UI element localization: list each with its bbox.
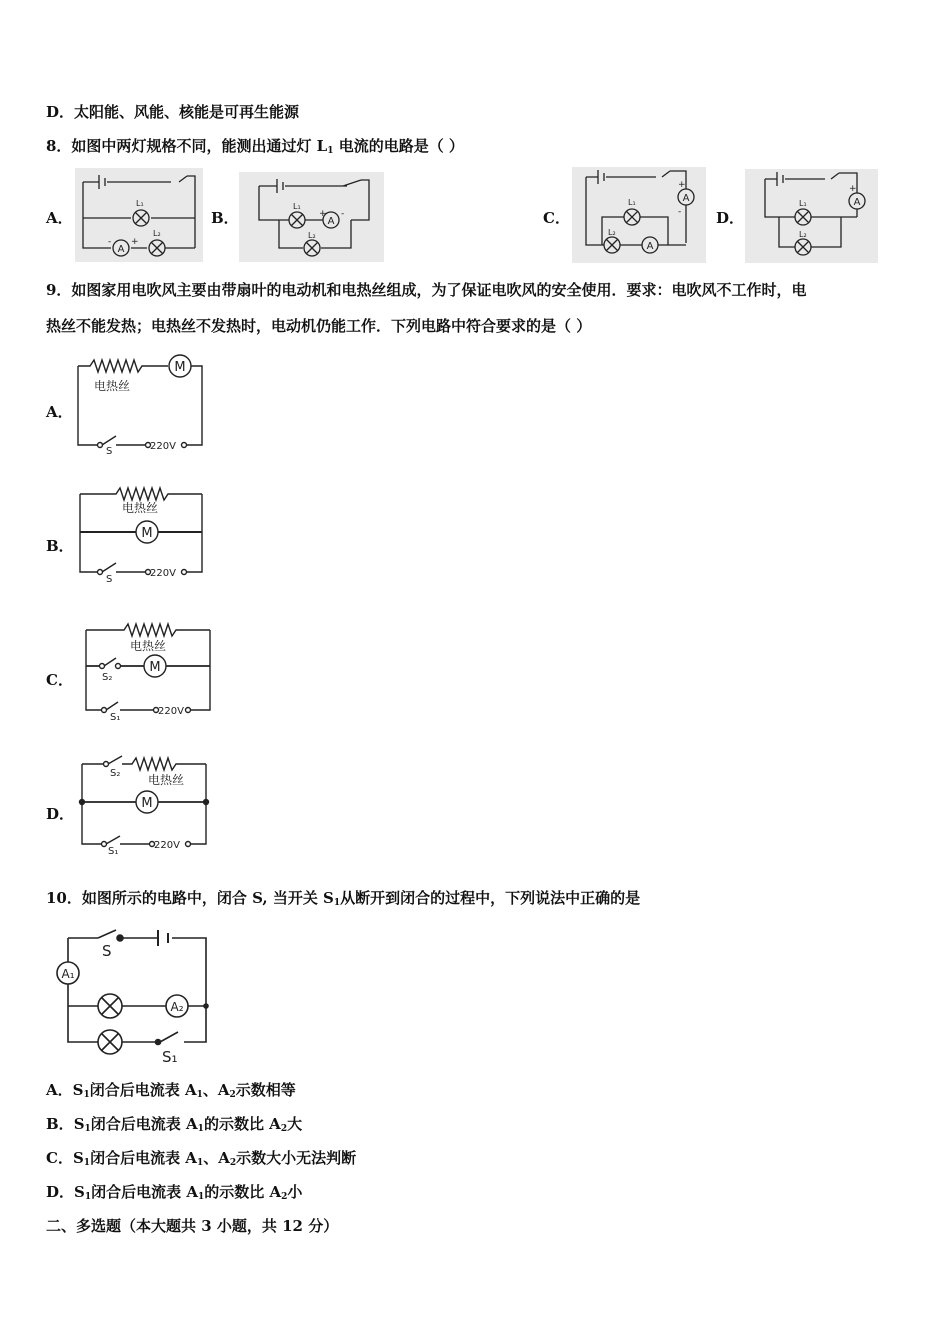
svg-text:L₂: L₂ — [153, 229, 161, 238]
q8-figure-d — [745, 169, 878, 263]
q10-option-d: D．$S_1$闭合后电流表 $A_1$的示数比 $A_2$小 — [46, 1183, 303, 1202]
svg-text:S: S — [102, 942, 112, 960]
q8-option-b-label: B． — [211, 209, 239, 227]
section-2-title: 二、多选题（本大题共 3 小题，共 12 分） — [46, 1217, 339, 1235]
q10-option-b: B．$S_1$闭合后电流表 $A_1$的示数比 $A_2$大 — [46, 1115, 303, 1134]
svg-text:A₁: A₁ — [61, 967, 75, 981]
svg-text:A: A — [853, 197, 861, 208]
q9-figure-c — [78, 618, 218, 722]
svg-text:L₁: L₁ — [136, 199, 144, 208]
svg-text:M: M — [141, 526, 153, 541]
svg-text:M: M — [149, 660, 161, 675]
svg-text:-: - — [108, 237, 112, 247]
svg-text:A₂: A₂ — [170, 1000, 184, 1014]
q7-option-d: D．太阳能、风能、核能是可再生能源 — [46, 103, 300, 121]
svg-text:电热丝: 电热丝 — [148, 773, 185, 787]
battery-icon — [99, 175, 105, 189]
q10-option-a: A．$S_1$闭合后电流表 $A_1$、$A_2$示数相等 — [46, 1081, 296, 1100]
svg-text:+: + — [131, 237, 139, 247]
svg-text:L₁: L₁ — [293, 202, 301, 211]
svg-text:S: S — [106, 446, 113, 457]
battery-icon — [158, 930, 168, 946]
svg-text:电热丝: 电热丝 — [94, 379, 131, 393]
q8-option-a-label: A． — [46, 209, 73, 227]
svg-text:A: A — [682, 193, 690, 204]
svg-text:M: M — [174, 360, 186, 375]
svg-text:S₂: S₂ — [102, 672, 113, 683]
svg-text:L₂: L₂ — [608, 228, 616, 237]
svg-text:A: A — [117, 244, 125, 255]
svg-text:L₂: L₂ — [308, 231, 316, 240]
svg-text:S₁: S₁ — [108, 846, 119, 857]
svg-text:L₁: L₁ — [799, 199, 807, 208]
svg-text:A: A — [646, 241, 654, 252]
q8-figure-a — [75, 168, 203, 262]
q9-stem-line-2: 热丝不能发热；电热丝不发热时，电动机仍能工作．下列电路中符合要求的是（ ） — [46, 317, 592, 335]
svg-text:M: M — [141, 796, 153, 811]
svg-text:电热丝: 电热丝 — [130, 639, 167, 653]
svg-text:+: + — [849, 184, 857, 194]
heater-icon — [78, 360, 168, 372]
svg-text:+: + — [678, 180, 686, 190]
q8-figure-c — [572, 167, 706, 263]
q9-option-b-label: B． — [46, 537, 74, 555]
svg-text:-: - — [678, 207, 682, 217]
q8-stem: 8．如图中两灯规格不同，能测出通过灯 $L_1$ 电流的电路是（ ） — [46, 137, 464, 156]
heater-icon — [82, 758, 206, 770]
battery-icon — [777, 172, 783, 186]
svg-text:电热丝: 电热丝 — [122, 501, 159, 515]
q8-option-d-label: D． — [716, 209, 745, 227]
svg-text:S₁: S₁ — [110, 712, 121, 722]
heater-icon — [86, 624, 210, 636]
battery-icon — [598, 170, 604, 184]
svg-text:S: S — [106, 574, 113, 585]
q10-stem: 10．如图所示的电路中，闭合 S, 当开关 $S_1$从断开到闭合的过程中，下列说法中正确的是 — [46, 889, 641, 908]
svg-text:220V: 220V — [150, 441, 176, 452]
svg-text:220V: 220V — [150, 568, 176, 579]
svg-text:S₂: S₂ — [110, 768, 121, 779]
q10-option-c: C．$S_1$闭合后电流表 $A_1$、$A_2$示数大小无法判断 — [46, 1149, 357, 1168]
q8-option-c-label: C． — [543, 209, 570, 227]
heater-icon — [80, 488, 202, 500]
svg-text:A: A — [327, 216, 335, 227]
svg-text:S₁: S₁ — [162, 1048, 178, 1066]
svg-text:-: - — [341, 209, 345, 219]
q9-figure-d — [72, 752, 212, 858]
svg-text:220V: 220V — [158, 706, 184, 717]
svg-text:+: + — [319, 209, 327, 219]
q9-stem-line-1: 9．如图家用电吹风主要由带扇叶的电动机和电热丝组成，为了保证电吹风的安全使用．要求：电吹风不工作时，电 — [46, 281, 807, 299]
svg-text:220V: 220V — [154, 840, 180, 851]
q8-figure-b — [239, 172, 384, 262]
svg-text:L₂: L₂ — [799, 230, 807, 239]
q9-option-c-label: C． — [46, 671, 73, 689]
q10-circuit-figure — [50, 922, 220, 1070]
q9-option-a-label: A． — [46, 403, 73, 421]
q9-figure-a — [70, 350, 210, 460]
q9-option-d-label: D． — [46, 805, 75, 823]
svg-text:L₁: L₁ — [628, 198, 636, 207]
battery-icon — [277, 179, 283, 193]
q9-figure-b — [70, 484, 210, 588]
